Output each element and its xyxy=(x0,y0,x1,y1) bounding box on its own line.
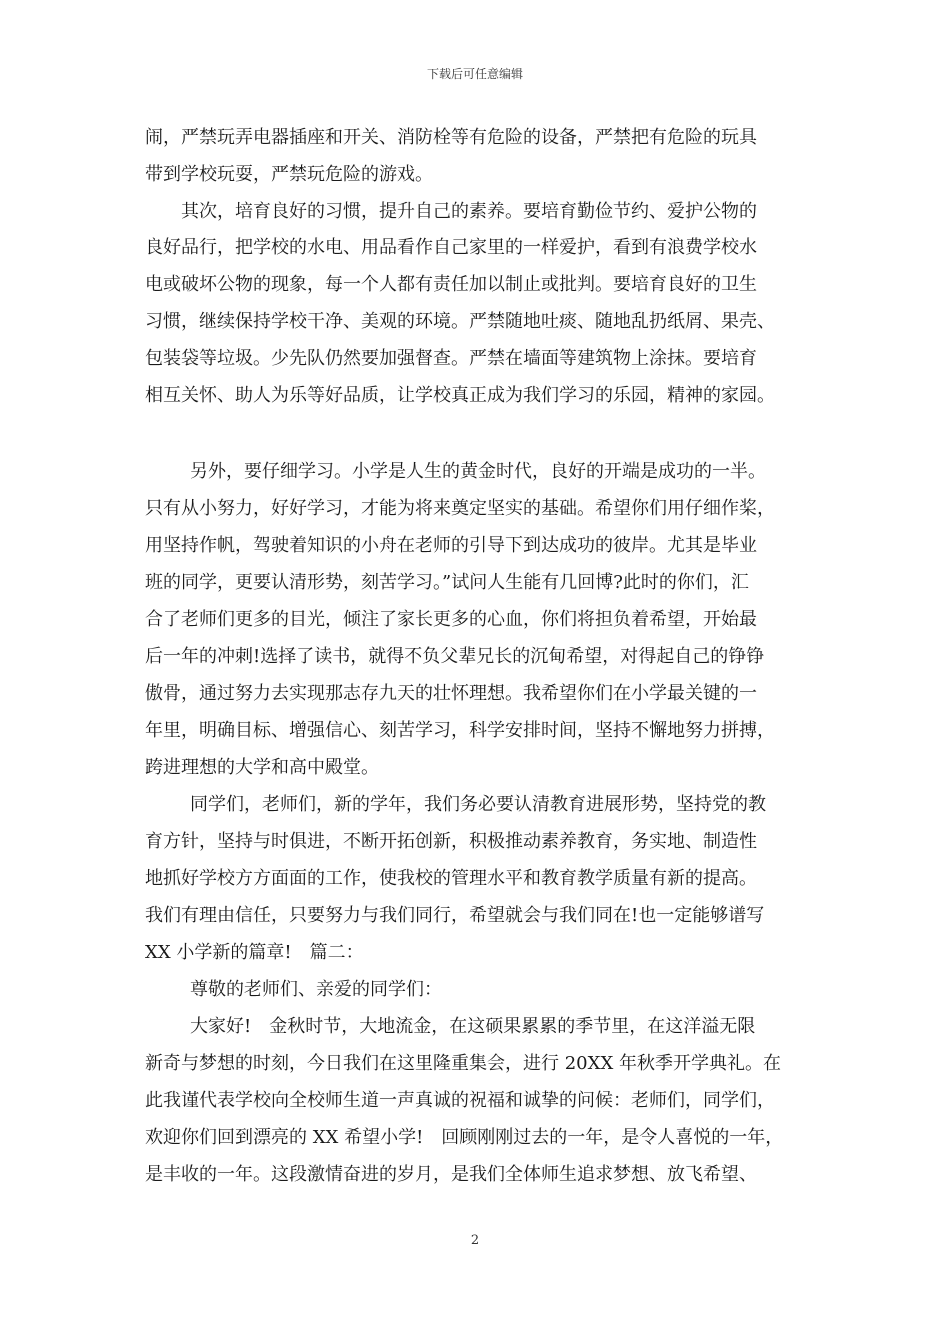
text-line: 尊敬的老师们、亲爱的同学们： xyxy=(190,979,442,1000)
text-line: 后一年的冲刺!选择了读书，就得不负父辈兄长的沉甸希望，对得起自己的铮铮 xyxy=(145,646,765,667)
page-number: 2 xyxy=(470,1233,480,1248)
text-line: 地抓好学校方方面面的工作，使我校的管理水平和教育教学质量有新的提高。 xyxy=(145,868,757,889)
text-line: 傲骨，通过努力去实现那志存九天的壮怀理想。我希望你们在小学最关键的一 xyxy=(145,683,757,704)
text-line: 此我谨代表学校向全校师生道一声真诚的祝福和诚挚的问候：老师们，同学们， xyxy=(145,1090,775,1111)
text-line: 年里，明确目标、增强信心、刻苦学习，科学安排时间，坚持不懈地努力拼搏， xyxy=(145,720,775,741)
text-line: XX 小学新的篇章! 篇二： xyxy=(145,942,364,963)
text-line: 良好品行，把学校的水电、用品看作自己家里的一样爱护，看到有浪费学校水 xyxy=(145,237,757,258)
text-line: 我们有理由信任，只要努力与我们同行，希望就会与我们同在!也一定能够谱写 xyxy=(145,905,765,926)
text-line: 相互关怀、助人为乐等好品质，让学校真正成为我们学习的乐园，精神的家园。 xyxy=(145,385,775,406)
text-line: 新奇与梦想的时刻，今日我们在这里隆重集会，进行 20XX 年秋季开学典礼。在 xyxy=(145,1053,781,1074)
text-line: 跨进理想的大学和高中殿堂。 xyxy=(145,757,379,778)
text-line: 是丰收的一年。这段激情奋进的岁月，是我们全体师生追求梦想、放飞希望、 xyxy=(145,1164,757,1185)
text-line: 习惯，继续保持学校干净、美观的环境。严禁随地吐痰、随地乱扔纸屑、果壳、 xyxy=(145,311,775,332)
text-line: 大家好! 金秋时节，大地流金，在这硕果累累的季节里，在这洋溢无限 xyxy=(190,1016,756,1037)
text-line: 闹，严禁玩弄电器插座和开关、消防栓等有危险的设备，严禁把有危险的玩具 xyxy=(145,127,757,148)
text-line: 育方针，坚持与时俱进，不断开拓创新，积极推动素养教育，务实地、制造性 xyxy=(145,831,757,852)
text-line: 合了老师们更多的目光，倾注了家长更多的心血，你们将担负着希望，开始最 xyxy=(145,609,757,630)
text-line: 同学们，老师们，新的学年，我们务必要认清教育进展形势，坚持党的教 xyxy=(190,794,766,815)
text-line: 包装袋等垃圾。少先队仍然要加强督查。严禁在墙面等建筑物上涂抹。要培育 xyxy=(145,348,757,369)
text-line: 只有从小努力，好好学习，才能为将来奠定坚实的基础。希望你们用仔细作桨， xyxy=(145,498,775,519)
text-line: 另外，要仔细学习。小学是人生的黄金时代，良好的开端是成功的一半。 xyxy=(190,461,766,482)
text-line: 欢迎你们回到漂亮的 XX 希望小学! 回顾刚刚过去的一年，是令人喜悦的一年， xyxy=(145,1127,784,1148)
text-line: 班的同学，更要认清形势，刻苦学习。”试问人生能有几回博?此时的你们，汇 xyxy=(145,572,749,593)
page-header: 下载后可任意编辑 xyxy=(426,67,523,81)
text-line: 带到学校玩耍，严禁玩危险的游戏。 xyxy=(145,164,433,185)
text-line: 其次，培育良好的习惯，提升自己的素养。要培育勤俭节约、爱护公物的 xyxy=(181,201,757,222)
text-line: 电或破坏公物的现象，每一个人都有责任加以制止或批判。要培育良好的卫生 xyxy=(145,274,757,295)
text-line: 用坚持作帆，驾驶着知识的小舟在老师的引导下到达成功的彼岸。尤其是毕业 xyxy=(145,535,757,556)
